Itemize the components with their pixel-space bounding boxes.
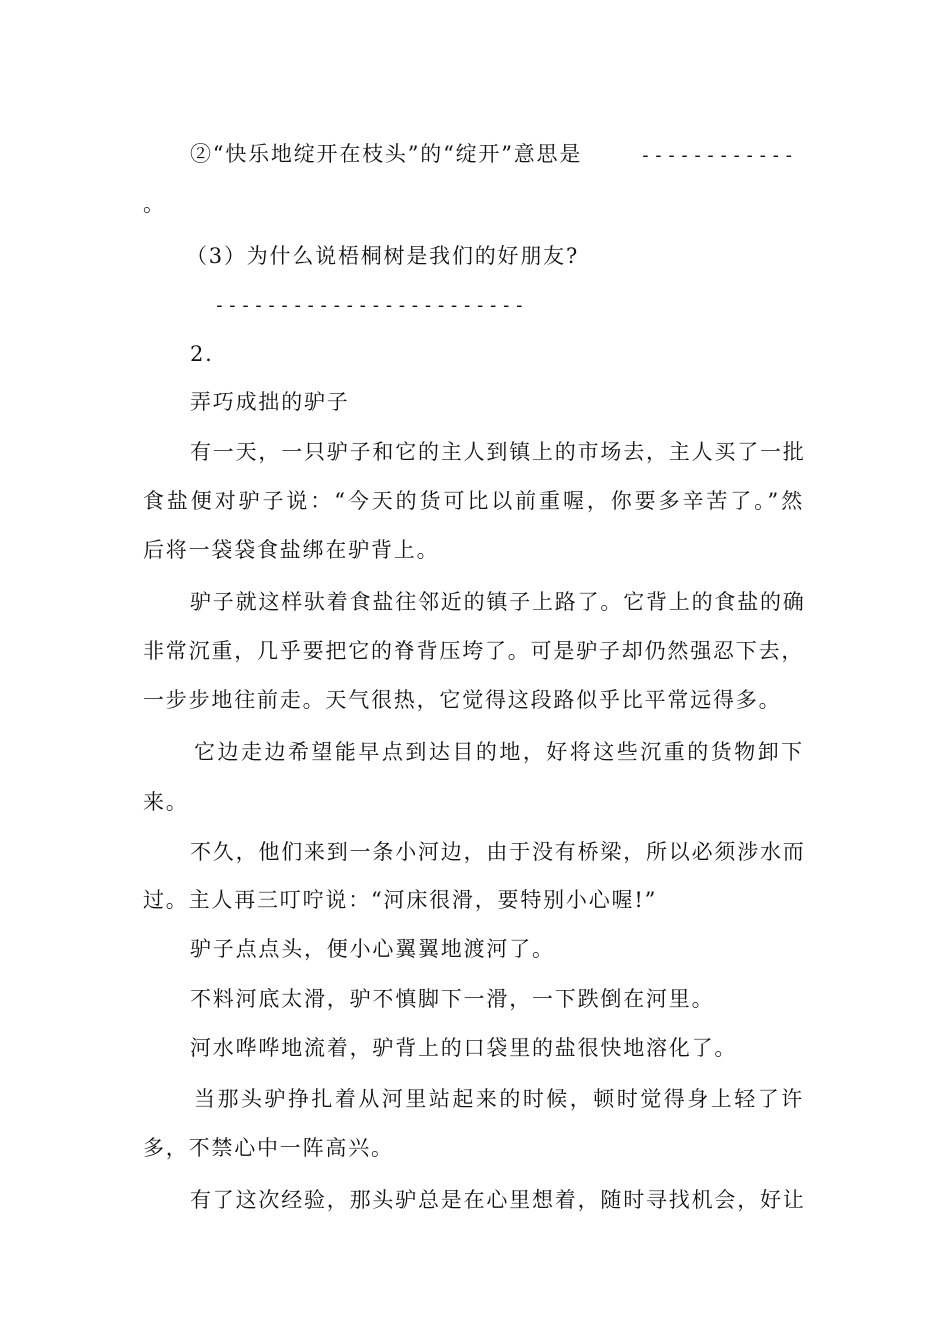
passage-line: 有了这次经验，那头驴总是在心里想着，随时寻找机会，好让 xyxy=(190,1188,806,1212)
question-item-2: ②“快乐地绽开在枝头”的“绽开”意思是 xyxy=(190,142,583,166)
passage-line: 不久，他们来到一条小河边，由于没有桥梁，所以必须涉水而 xyxy=(190,840,806,864)
passage-line: 不料河底太滑，驴不慎脚下一滑，一下跌倒在河里。 xyxy=(190,987,715,1011)
passage-line: 非常沉重，几乎要把它的脊背压垮了。可是驴子却仍然强忍下去， xyxy=(143,639,805,663)
answer-blank-item-2[interactable]: ------------ xyxy=(640,145,797,166)
passage-line: 食盐便对驴子说：“今天的货可比以前重喔，你要多辛苦了。”然 xyxy=(143,489,804,513)
passage-line: 当那头驴挣扎着从河里站起来的时候，顿时觉得身上轻了许 xyxy=(194,1087,804,1111)
passage-line: 河水哗哗地流着，驴背上的口袋里的盐很快地溶化了。 xyxy=(190,1036,738,1060)
passage-line: 来。 xyxy=(143,790,189,814)
passage-line: 有一天，一只驴子和它的主人到镇上的市场去，主人买了一批 xyxy=(190,440,806,464)
passage-number: 2. xyxy=(190,342,214,366)
question-item-3: （3）为什么说梧桐树是我们的好朋友? xyxy=(186,244,580,268)
passage-line: 过。主人再三叮咛说：“河床很滑，要特别小心喔!” xyxy=(143,888,658,912)
passage-line: 后将一袋袋食盐绑在驴背上。 xyxy=(143,538,440,562)
passage-line: 多，不禁心中一阵高兴。 xyxy=(143,1136,394,1160)
answer-blank-item-3[interactable]: ------------------------ xyxy=(214,295,527,316)
passage-line: 驴子就这样驮着食盐往邻近的镇子上路了。它背上的食盐的确 xyxy=(190,590,806,614)
passage-line: 驴子点点头，便小心翼翼地渡河了。 xyxy=(190,937,555,961)
passage-line: 它边走边希望能早点到达目的地，好将这些沉重的货物卸下 xyxy=(194,740,804,764)
passage-title: 弄巧成拙的驴子 xyxy=(190,390,350,414)
question-item-2-end: 。 xyxy=(143,192,166,216)
passage-line: 一步步地往前走。天气很热，它觉得这段路似乎比平常远得多。 xyxy=(143,688,782,712)
